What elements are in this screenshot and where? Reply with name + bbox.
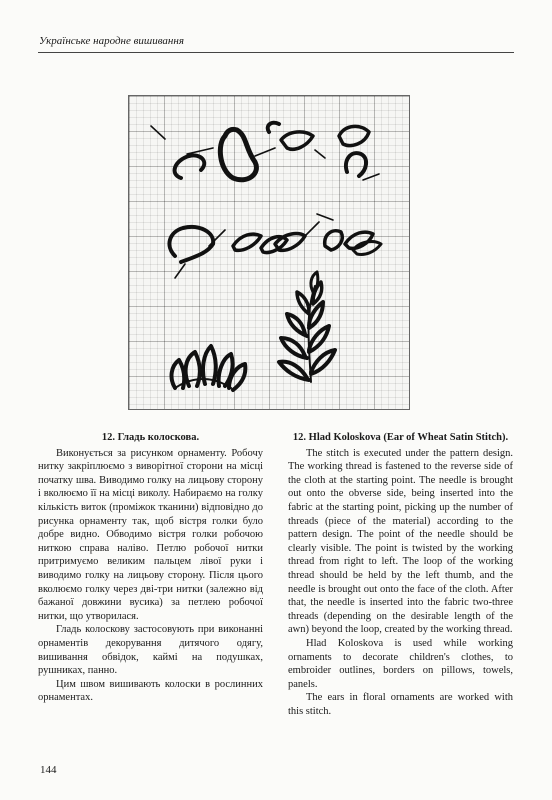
page-number: 144 xyxy=(40,764,57,776)
paragraph: Виконується за рисунком орнаменту. Робочу нитку закріплюємо з виворітної сторони на місці початку шва. Виводимо голку на лицьову сторону і вколюємо її на місці виколу. Набираємо на голку кількість виток (проміжок тканини) відповідно до рисунка орнаменту так, щоб вістря голки було добре видно. Обводимо вістря голки робочою ниткою справа наліво. Петлю робочої нитки притримуємо великим пальцем лівої руки і виводимо голку на лицьову сторону. Після цього вколюємо голку через дві-три нитки (залежно від бажаної довжини вусика) за петлею робочої нитки, що утворилася. xyxy=(38,447,263,622)
english-text-column xyxy=(288,431,513,718)
ukrainian-text-column xyxy=(38,431,263,705)
paragraph: The stitch is executed under the pattern design. The working thread is fastened to the reverse side of the cloth at the starting point. The needle is brought out onto the obverse side, being inserted into the fabric at the starting point, picking up the number of threads (piece of the material) according to the pattern design. The point of the needle should be clearly visible. The point is twisted by the working thread from right to left. The loop of the working thread should be held by the left thumb, and the needle is brought out onto the face of the cloth. After that, the needle is inserted into the fabric two-three threads (depending on the desirable length of the awn) beyond the loop, created by the working thread. xyxy=(288,447,513,636)
section-heading-ukrainian: 12. Гладь колоскова. xyxy=(101,432,200,443)
paragraph: The ears in floral ornaments are worked with this stitch. xyxy=(288,692,513,717)
paragraph: Цим швом вишивають колоски в рослинних орнаментах. xyxy=(38,678,263,704)
stitch-diagram-icon xyxy=(129,96,409,409)
stitch-diagram-figure xyxy=(128,95,410,410)
paragraph: Гладь колоскову застосовують при виконанні орнаментів декорування дитячого одягу, вишивання обвідок, каймі на подушках, рушниках, панно. xyxy=(38,624,263,677)
paragraph: Hlad Koloskova is used while working ornaments to decorate children's clothes, to embroider outlines, borders on pillows, towels, panels. xyxy=(288,637,513,690)
running-header xyxy=(38,34,514,53)
running-header-title: Українське народне вишивання xyxy=(39,35,184,47)
section-heading-english: 12. Hlad Koloskova (Ear of Wheat Satin Stitch). xyxy=(292,432,509,443)
